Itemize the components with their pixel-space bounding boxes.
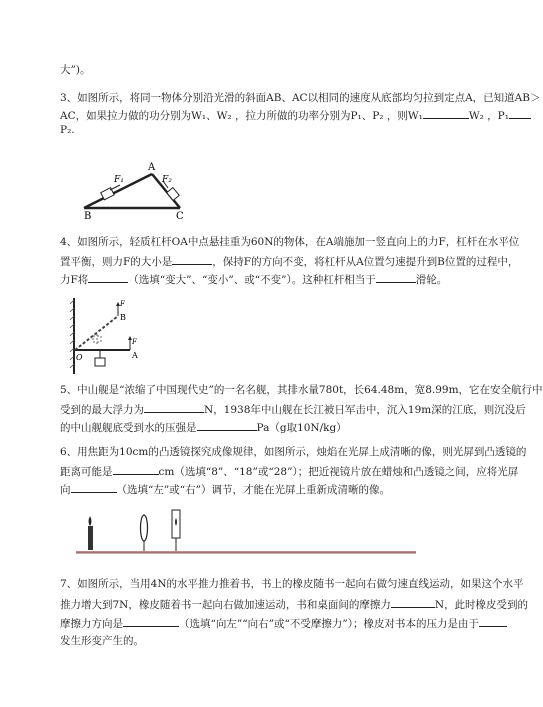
q6-text-a: 距离可能是: [60, 466, 113, 478]
q3-line1: 3、如图所示，将同一物体分别沿光滑的斜面AB、AC以相同的速度从底部均匀拉到定点A，已知道AB＞: [60, 92, 541, 104]
q5-line3: [60, 420, 347, 434]
optical-bench-figure: [76, 508, 416, 560]
q7-blank-2[interactable]: [123, 616, 179, 627]
q4-text-e: 滑轮。: [415, 274, 448, 286]
q3-line3: P₂.: [60, 124, 75, 136]
lever-figure: [70, 296, 150, 376]
label-f1: F₁: [114, 175, 124, 185]
label-c: C: [176, 211, 184, 222]
label-b-lever: B: [120, 313, 126, 322]
q3-blank-2[interactable]: [509, 108, 531, 119]
q4-text-c: 力F将: [60, 274, 89, 286]
q7-line2: [60, 597, 528, 611]
q5-text-d: Pa（g取10N/kg）: [256, 422, 347, 434]
label-o: O: [76, 353, 83, 362]
q6-blank-1[interactable]: [113, 464, 159, 475]
q7-blank-1[interactable]: [391, 597, 435, 608]
q5-blank-1[interactable]: [144, 402, 204, 413]
q3-blank-1[interactable]: [423, 108, 469, 119]
q5-line1: 5、中山舰是“浓缩了中国现代史”的一名名舰，其排水量780t，长64.48m，宽8.99m，它在安全航行中: [60, 384, 543, 396]
q4-line3: [60, 272, 447, 286]
q7-blank-3[interactable]: [479, 616, 507, 627]
q7-line1: 7、如图所示，当用4N的水平推力推着书，书上的橡皮随书一起向右做匀速直线运动，如果这个水平: [60, 578, 524, 590]
label-f2: F₂: [162, 175, 172, 185]
q6-text-c: 向: [60, 484, 71, 496]
q3-text-b: W₂ ，P₁: [468, 110, 509, 122]
label-a: A: [148, 162, 156, 173]
q6-text-b: cm（选填“8”、“18”或“28”）；把近视镜片放在蜡烛和凸透镜之间，应将光屏: [158, 466, 519, 478]
q4-blank-2[interactable]: [88, 272, 128, 283]
q5-line2: [60, 402, 526, 416]
q7-text-d: （选填“向左”“向右”或“不受摩擦力”）；橡皮对书本的压力是由于: [179, 618, 479, 630]
q6-text-d: （选填“左”或“右”）调节，才能在光屏上重新成清晰的像。: [116, 484, 390, 496]
q4-blank-1[interactable]: [172, 254, 212, 265]
q5-text-c: 的中山舰舰底受到水的压强是: [60, 422, 197, 434]
q7-text-a: 推力增大到7N，橡皮随着书一起向右做加速运动，书和桌面间的摩擦力: [60, 599, 391, 611]
label-f-b: F: [120, 300, 125, 308]
q5-blank-2[interactable]: [197, 420, 257, 431]
candle-flame-icon: [89, 516, 92, 526]
q6-line1: 6、用焦距为10cm的凸透镜探究成像规律，如图所示，烛焰在光屏上成清晰的像，则光屏到凸透镜的: [60, 446, 527, 458]
q3-text-a: AC，如果拉力做的功分别为W₁、W₂ ，拉力所做的功率分别为P₁、P₂ ，则W₁: [60, 110, 423, 122]
q4-text-b: ，保持F的方向不变，将杠杆从A位置匀速提升到B位置的过程中，: [212, 256, 519, 268]
lens-icon: [141, 515, 148, 541]
q7-line4: 发生形变产生的。: [60, 635, 144, 647]
label-a-lever: A: [132, 351, 138, 360]
q3-line2: [60, 108, 531, 122]
q6-line2: [60, 464, 518, 478]
q4-text-d: （选填“变大”、“变小”、或“不变”）。这种杠杆相当于: [128, 274, 376, 286]
intro-tail: 大”)。: [60, 64, 91, 76]
q4-line2: [60, 254, 518, 268]
incline-figure: [80, 156, 190, 222]
q7-text-c: 摩擦力方向是: [60, 618, 123, 630]
q7-line3: [60, 616, 507, 630]
q4-blank-3[interactable]: [376, 272, 416, 283]
q7-text-b: N，此时橡皮受到的: [434, 599, 529, 611]
label-f-a: F: [132, 338, 137, 346]
q6-blank-2[interactable]: [71, 482, 117, 493]
q4-text-a: 置平衡，则力F的大小是: [60, 256, 173, 268]
q4-line1: 4、如图所示，轻质杠杆OA中点悬挂重为60N的物体，在A端施加一竖直向上的力F，杠杆在水平位: [60, 236, 520, 248]
q5-text-a: 受到的最大浮力为: [60, 404, 144, 416]
q5-text-b: N，1938年中山舰在长江被日军击中，沉入19m深的江底，则沉没后: [204, 404, 526, 416]
q6-line3: [60, 482, 390, 496]
label-b: B: [84, 211, 92, 222]
